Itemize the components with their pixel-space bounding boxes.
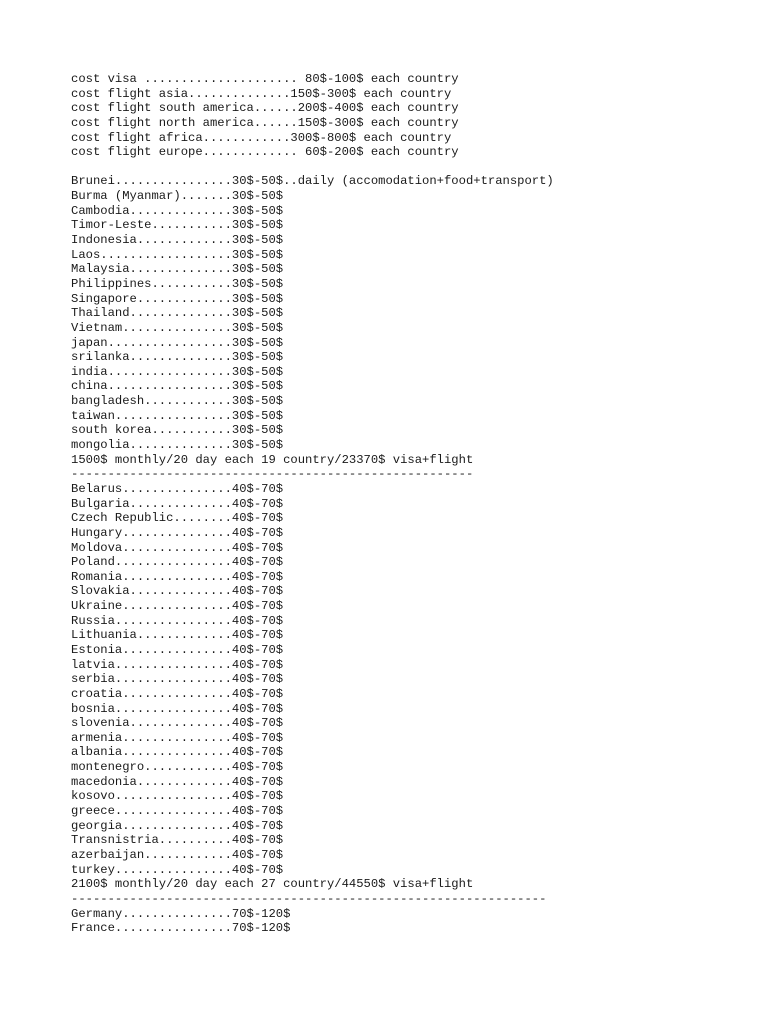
country-row-moldova: Moldova...............40$-70$ [71,540,284,555]
cost-flight-south-america-line: cost flight south america......200$-400$ each country [71,101,459,116]
country-row-laos: Laos..................30$-50$ [71,247,284,262]
country-row-latvia: latvia................40$-70$ [71,657,284,672]
asia-section [71,174,751,481]
country-row-bangladesh: bangladesh............30$-50$ [71,394,284,409]
country-row-czech-republic: Czech Republic........40$-70$ [71,511,284,526]
country-row-transnistria: Transnistria..........40$-70$ [71,833,284,848]
country-row-india: india.................30$-50$ [71,364,284,379]
country-row-romania: Romania...............40$-70$ [71,569,284,584]
country-row-ukraine: Ukraine...............40$-70$ [71,599,284,614]
country-row-singapore: Singapore.............30$-50$ [71,291,284,306]
cost-flight-africa-line: cost flight africa............300$-800$ each country [71,130,452,145]
country-row-malaysia: Malaysia..............30$-50$ [71,262,284,277]
country-row-cambodia: Cambodia..............30$-50$ [71,203,284,218]
country-row-thailand: Thailand..............30$-50$ [71,306,284,321]
country-row-srilanka: srilanka..............30$-50$ [71,350,284,365]
eastern-europe-section [71,482,751,907]
country-row-germany: Germany...............70$-120$ [71,906,291,921]
country-row-lithuania: Lithuania.............40$-70$ [71,628,284,643]
country-row-china: china.................30$-50$ [71,379,284,394]
country-row-vietnam: Vietnam...............30$-50$ [71,320,284,335]
country-row-slovenia: slovenia..............40$-70$ [71,716,284,731]
country-row-slovakia: Slovakia..............40$-70$ [71,584,284,599]
country-row-france: France................70$-120$ [71,921,291,936]
country-row-croatia: croatia...............40$-70$ [71,686,284,701]
section-divider: ----------------------------------------------------------------- [71,891,547,906]
country-row-macedonia: macedonia.............40$-70$ [71,774,284,789]
country-row-kosovo: kosovo................40$-70$ [71,789,284,804]
country-row-belarus: Belarus...............40$-70$ [71,481,284,496]
country-row-burma: Burma (Myanmar).......30$-50$ [71,189,284,204]
country-row-greece: greece................40$-70$ [71,804,284,819]
country-row-taiwan: taiwan................30$-50$ [71,408,284,423]
country-row-montenegro: montenegro............40$-70$ [71,760,284,775]
country-row-japan: japan.................30$-50$ [71,335,284,350]
country-row-estonia: Estonia...............40$-70$ [71,642,284,657]
asia-summary-line: 1500$ monthly/20 day each 19 country/23370$ visa+flight [71,452,474,467]
country-row-turkey: turkey................40$-70$ [71,862,284,877]
section-divider: ------------------------------------------------------- [71,467,474,482]
country-row-russia: Russia................40$-70$ [71,613,284,628]
country-row-timor-leste: Timor-Leste...........30$-50$ [71,218,284,233]
country-row-south-korea: south korea...........30$-50$ [71,423,284,438]
country-row-azerbaijan: azerbaijan............40$-70$ [71,847,284,862]
country-row-mongolia: mongolia..............30$-50$ [71,438,284,453]
cost-flight-europe-line: cost flight europe............. 60$-200$ each country [71,145,459,160]
western-europe-section [71,907,751,936]
country-row-bulgaria: Bulgaria..............40$-70$ [71,496,284,511]
cost-flight-north-america-line: cost flight north america......150$-300$ each country [71,115,459,130]
cost-flight-asia-line: cost flight asia..............150$-300$ each country [71,86,452,101]
country-row-bosnia: bosnia................40$-70$ [71,701,284,716]
country-row-indonesia: Indonesia.............30$-50$ [71,233,284,248]
blank-line [71,160,751,175]
cost-section [71,72,751,160]
country-row-albania: albania...............40$-70$ [71,745,284,760]
country-row-georgia: georgia...............40$-70$ [71,818,284,833]
country-row-brunei: Brunei................30$-50$..daily (accomodation+food+transport) [71,174,554,189]
country-row-hungary: Hungary...............40$-70$ [71,525,284,540]
country-row-armenia: armenia...............40$-70$ [71,730,284,745]
country-row-serbia: serbia................40$-70$ [71,672,284,687]
document-page [71,72,751,936]
cost-visa-line: cost visa ..................... 80$-100$ each country [71,72,459,86]
eastern-europe-summary-line: 2100$ monthly/20 day each 27 country/44550$ visa+flight [71,877,474,892]
country-row-philippines: Philippines...........30$-50$ [71,276,284,291]
country-row-poland: Poland................40$-70$ [71,555,284,570]
